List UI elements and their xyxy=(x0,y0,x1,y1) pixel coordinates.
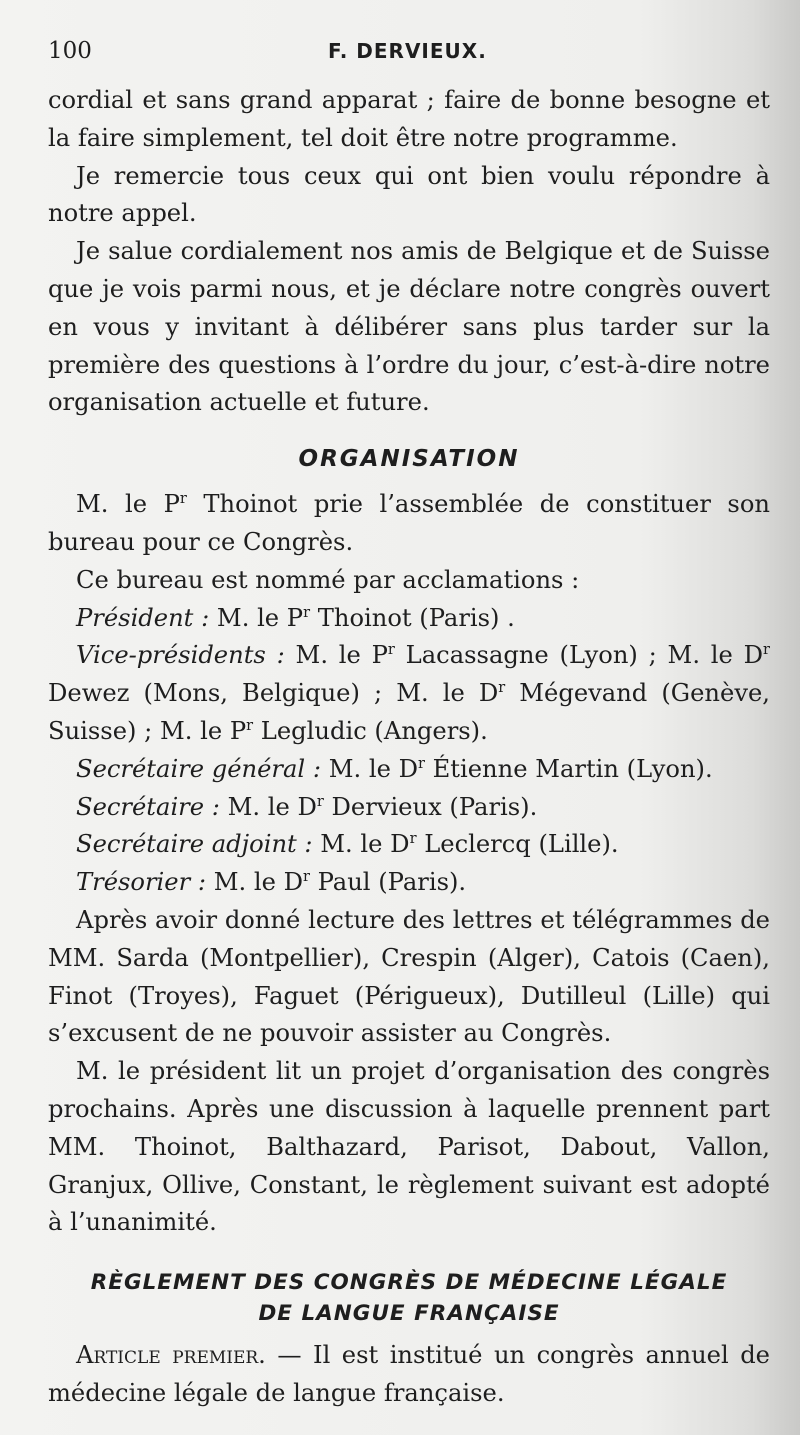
bureau-secretaire-general: Secrétaire général : M. le $D^r$ Étienne Martin (Lyon). xyxy=(76,754,713,783)
bureau-secretaire: Secrétaire : M. le $D^r$ Dervieux (Paris). xyxy=(76,792,538,821)
bureau-secretaire-adjoint: Secrétaire adjoint : M. le $D^r$ Leclercq (Lille). xyxy=(76,830,619,859)
article-text: — Il est institué un congrès annuel de médecine légale de langue française. xyxy=(48,1341,770,1407)
reglement-heading-line-1: RÈGLEMENT DES CONGRÈS DE MÉDECINE LÉGALE xyxy=(90,1270,728,1296)
running-head: F. DERVIEUX. xyxy=(328,39,487,63)
page-header xyxy=(48,38,770,82)
intro-paragraph-2: Je remercie tous ceux qui ont bien voulu répondre à notre appel. xyxy=(48,161,770,228)
article-label: Article premier. xyxy=(76,1341,266,1370)
bureau-president: Président : M. le $P^r$ Thoinot (Paris) . xyxy=(76,603,515,632)
reglement-heading-line-2: DE LANGUE FRANÇAISE xyxy=(258,1301,560,1327)
section-heading-organisation: ORGANISATION xyxy=(298,446,520,473)
organisation-paragraph-project: M. le président lit un projet d’organisation des congrès prochains. Après une discussion à laquelle prennent part MM. Thoinot, Balthazard, Parisot, Dabout, Vallon, Granjux, Ollive, Constant, le règlement suivant est adopté à l’unanimité. xyxy=(48,1057,770,1237)
organisation-paragraph-letters: Après avoir donné lecture des lettres et télégrammes de MM. Sarda (Montpellier), Crespin (Alger), Catois (Caen), Finot (Troyes), Faguet (Périgueux), Dutilleul (Lille) qui s’excusent de ne pouvoir assister au Congrès. xyxy=(48,905,770,1048)
intro-paragraph-1: cordial et sans grand apparat ; faire de bonne besogne et la faire simplement, tel doit être notre programme. xyxy=(48,86,770,152)
organisation-paragraph-1: M. le $P^r$ Thoinot prie l’assemblée de constituer son bureau pour ce Congrès. xyxy=(48,490,770,556)
section-heading-reglement xyxy=(48,1267,770,1329)
bureau-vice-presidents: Vice-présidents : M. le $P^r$ Lacassagne (Lyon) ; M. le $D^r$ Dewez (Mons, Belgique) ; M. le $D^r$ Mégevand (Genève, Suisse) ; M. le $P^r$ Legludic (Angers). xyxy=(48,641,770,745)
organisation-paragraph-2: Ce bureau est nommé par acclamations : xyxy=(76,565,580,594)
intro-paragraph-3: Je salue cordialement nos amis de Belgique et de Suisse que je vois parmi nous, et je déclare notre congrès ouvert en vous y invitant à délibérer sans plus tarder sur la première des questions à l’ordre du jour, c’est-à-dire notre organisation actuelle et future. xyxy=(48,237,770,417)
article-premier xyxy=(48,1337,770,1413)
body-text xyxy=(48,82,770,1413)
bureau-tresorier: Trésorier : M. le $D^r$ Paul (Paris). xyxy=(76,868,467,897)
page-number: 100 xyxy=(48,38,92,64)
